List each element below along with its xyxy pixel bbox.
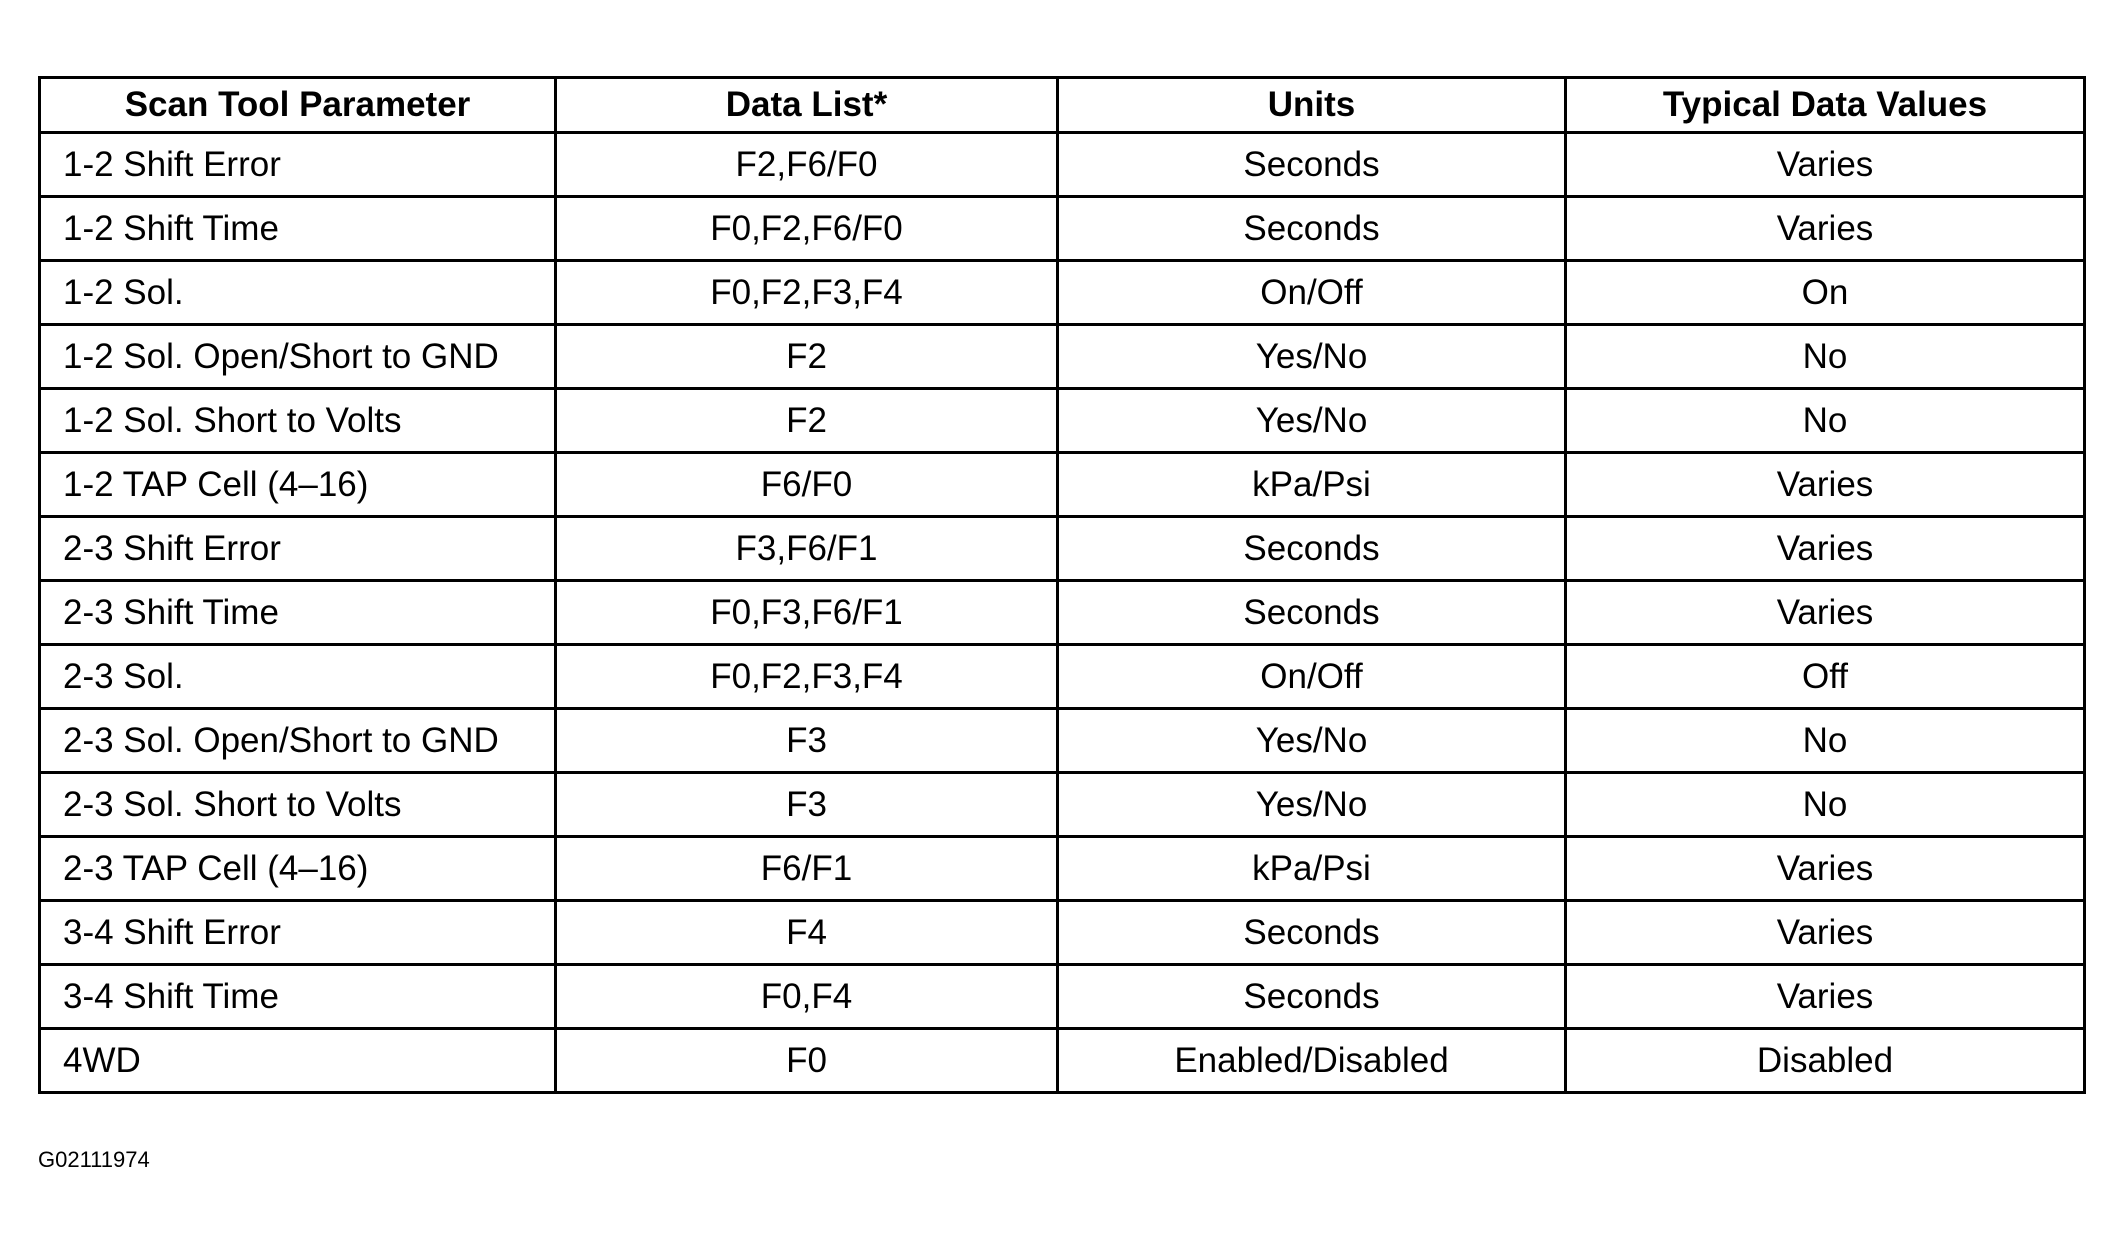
parameter-cell: 1-2 TAP Cell (4–16) <box>40 453 556 517</box>
data-list-cell: F3,F6/F1 <box>556 517 1058 581</box>
header-scan-tool-parameter: Scan Tool Parameter <box>40 78 556 133</box>
parameter-cell: 2-3 Shift Error <box>40 517 556 581</box>
table-row <box>40 1029 2085 1093</box>
units-cell: Seconds <box>1058 901 1566 965</box>
data-list-cell: F2 <box>556 325 1058 389</box>
scan-tool-data-table <box>38 76 2086 1094</box>
parameter-cell: 2-3 TAP Cell (4–16) <box>40 837 556 901</box>
parameter-cell: 1-2 Shift Time <box>40 197 556 261</box>
units-cell: Seconds <box>1058 133 1566 197</box>
data-list-cell: F6/F0 <box>556 453 1058 517</box>
typical-value-cell: Varies <box>1566 197 2085 261</box>
table-row <box>40 709 2085 773</box>
data-list-cell: F2,F6/F0 <box>556 133 1058 197</box>
data-list-cell: F0,F2,F3,F4 <box>556 645 1058 709</box>
typical-value-cell: No <box>1566 709 2085 773</box>
table-row <box>40 389 2085 453</box>
units-cell: Enabled/Disabled <box>1058 1029 1566 1093</box>
units-cell: Seconds <box>1058 965 1566 1029</box>
header-typical-data-values: Typical Data Values <box>1566 78 2085 133</box>
typical-value-cell: Off <box>1566 645 2085 709</box>
table-row <box>40 325 2085 389</box>
data-list-cell: F0,F4 <box>556 965 1058 1029</box>
typical-value-cell: Varies <box>1566 453 2085 517</box>
parameter-cell: 1-2 Shift Error <box>40 133 556 197</box>
units-cell: Seconds <box>1058 517 1566 581</box>
typical-value-cell: Varies <box>1566 133 2085 197</box>
header-units: Units <box>1058 78 1566 133</box>
units-cell: kPa/Psi <box>1058 837 1566 901</box>
units-cell: Yes/No <box>1058 709 1566 773</box>
data-list-cell: F0,F2,F6/F0 <box>556 197 1058 261</box>
units-cell: kPa/Psi <box>1058 453 1566 517</box>
parameter-cell: 2-3 Sol. Open/Short to GND <box>40 709 556 773</box>
typical-value-cell: No <box>1566 389 2085 453</box>
table-row <box>40 581 2085 645</box>
typical-value-cell: Varies <box>1566 965 2085 1029</box>
table-header <box>40 78 2085 133</box>
table-row <box>40 517 2085 581</box>
data-list-cell: F3 <box>556 773 1058 837</box>
typical-value-cell: No <box>1566 773 2085 837</box>
parameter-cell: 1-2 Sol. Short to Volts <box>40 389 556 453</box>
table-row <box>40 645 2085 709</box>
scan-tool-data-table-container <box>38 76 2083 1094</box>
data-list-cell: F6/F1 <box>556 837 1058 901</box>
units-cell: Yes/No <box>1058 325 1566 389</box>
data-list-cell: F0 <box>556 1029 1058 1093</box>
table-row <box>40 901 2085 965</box>
table-row <box>40 261 2085 325</box>
figure-id-label: G02111974 <box>38 1147 150 1172</box>
data-list-cell: F0,F3,F6/F1 <box>556 581 1058 645</box>
typical-value-cell: No <box>1566 325 2085 389</box>
units-cell: Seconds <box>1058 581 1566 645</box>
typical-value-cell: Varies <box>1566 517 2085 581</box>
data-list-cell: F4 <box>556 901 1058 965</box>
units-cell: Yes/No <box>1058 773 1566 837</box>
header-data-list: Data List* <box>556 78 1058 133</box>
typical-value-cell: On <box>1566 261 2085 325</box>
parameter-cell: 1-2 Sol. Open/Short to GND <box>40 325 556 389</box>
table-row <box>40 965 2085 1029</box>
parameter-cell: 4WD <box>40 1029 556 1093</box>
header-row <box>40 78 2085 133</box>
table-row <box>40 837 2085 901</box>
typical-value-cell: Varies <box>1566 581 2085 645</box>
table-row <box>40 197 2085 261</box>
data-list-cell: F2 <box>556 389 1058 453</box>
parameter-cell: 2-3 Shift Time <box>40 581 556 645</box>
parameter-cell: 3-4 Shift Time <box>40 965 556 1029</box>
parameter-cell: 2-3 Sol. <box>40 645 556 709</box>
data-list-cell: F3 <box>556 709 1058 773</box>
table-row <box>40 453 2085 517</box>
table-body <box>40 133 2085 1093</box>
parameter-cell: 2-3 Sol. Short to Volts <box>40 773 556 837</box>
parameter-cell: 3-4 Shift Error <box>40 901 556 965</box>
typical-value-cell: Disabled <box>1566 1029 2085 1093</box>
units-cell: On/Off <box>1058 645 1566 709</box>
units-cell: On/Off <box>1058 261 1566 325</box>
typical-value-cell: Varies <box>1566 837 2085 901</box>
parameter-cell: 1-2 Sol. <box>40 261 556 325</box>
units-cell: Seconds <box>1058 197 1566 261</box>
data-list-cell: F0,F2,F3,F4 <box>556 261 1058 325</box>
table-row <box>40 133 2085 197</box>
table-row <box>40 773 2085 837</box>
units-cell: Yes/No <box>1058 389 1566 453</box>
typical-value-cell: Varies <box>1566 901 2085 965</box>
